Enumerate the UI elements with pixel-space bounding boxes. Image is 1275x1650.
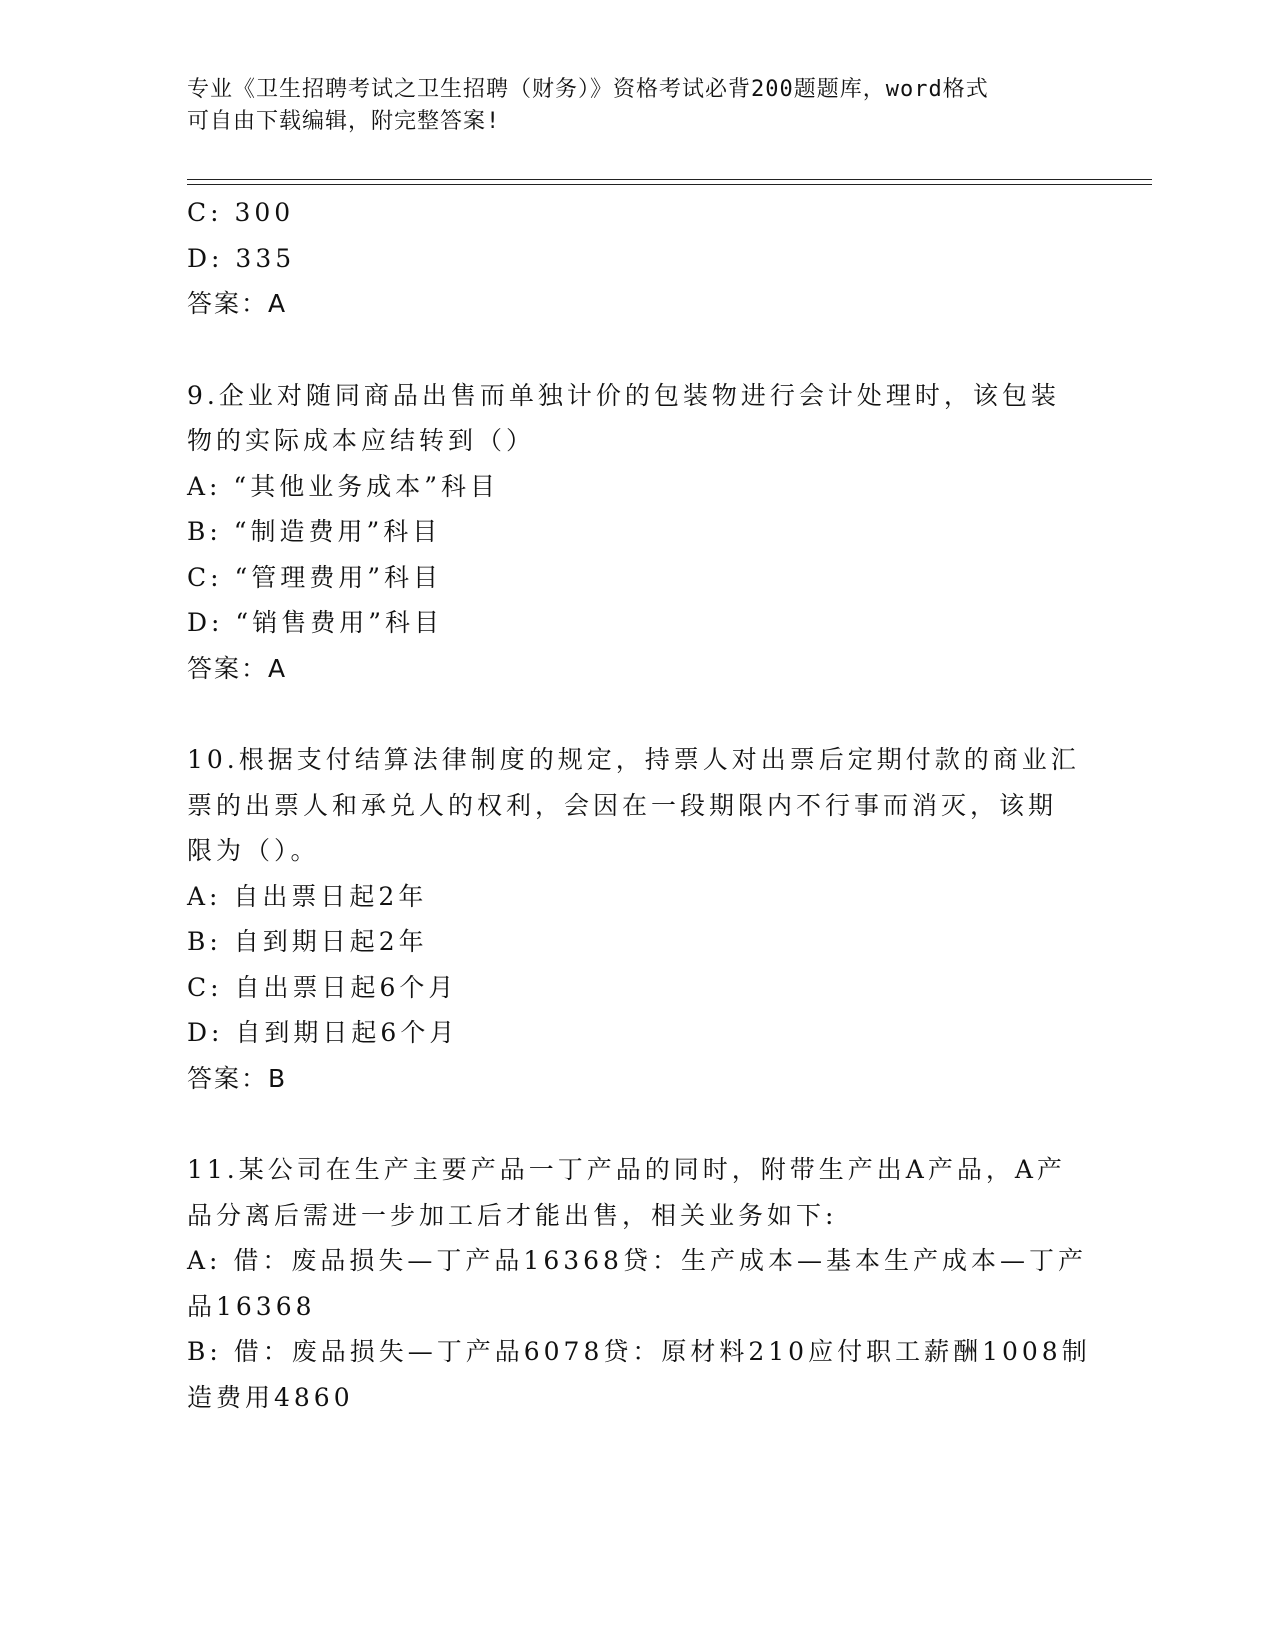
option-b: B: 借：废品损失—丁产品6078贷：原材料210应付职工薪酬1008制 (187, 1337, 1091, 1366)
spacer (187, 327, 1087, 373)
option-a: A: “其他业务成本”科目 (187, 471, 499, 501)
option-d: D: 335 (187, 243, 296, 273)
question-9 (187, 373, 1087, 692)
option-b: B: 自到期日起2年 (187, 927, 428, 956)
option-c: C: “管理费用”科目 (187, 562, 443, 592)
option-c: C: 300 (187, 198, 295, 227)
header-title-line-1: 专业《卫生招聘考试之卫生招聘（财务）》资格考试必背200题题库，word格式 (187, 77, 989, 102)
question-stem: 限为（）。 (187, 836, 320, 865)
page-header (187, 74, 1067, 138)
question-stem: 10.根据支付结算法律制度的规定，持票人对出票后定期付款的商业汇 (187, 745, 1080, 774)
question-stem: 物的实际成本应结转到（） (187, 426, 536, 455)
option-c: C: 自出票日起6个月 (187, 972, 458, 1002)
option-a: A: 自出票日起2年 (187, 881, 428, 911)
spacer (187, 1101, 1087, 1147)
answer-label: 答案：A (187, 653, 288, 683)
answer-label: 答案：B (187, 1063, 288, 1093)
question-content (187, 190, 1091, 1420)
header-title-line-2: 可自由下载编辑，附完整答案! (187, 109, 501, 134)
option-d: D: 自到期日起6个月 (187, 1018, 459, 1047)
question-stem: 9.企业对随同商品出售而单独计价的包装物进行会计处理时，该包装 (187, 380, 1060, 410)
header-divider-bottom (187, 184, 1152, 185)
question-10 (187, 737, 1087, 1101)
option-b: B: “制造费用”科目 (187, 517, 442, 546)
option-a-continuation: 品16368 (187, 1291, 316, 1321)
option-a: A: 借：废品损失—丁产品16368贷：生产成本—基本生产成本—丁产 (187, 1246, 1087, 1275)
question-stem: 品分离后需进一步加工后才能出售，相关业务如下: (187, 1200, 838, 1230)
header-divider-top (187, 179, 1152, 180)
question-stem: 11.某公司在生产主要产品一丁产品的同时，附带生产出A产品，A产 (187, 1155, 1066, 1184)
answer-label: 答案：A (187, 289, 288, 318)
question-8-tail (187, 190, 1087, 327)
question-11 (187, 1147, 1091, 1420)
question-stem: 票的出票人和承兑人的权利，会因在一段期限内不行事而消灭，该期 (187, 790, 1058, 820)
option-d: D: “销售费用”科目 (187, 608, 443, 637)
spacer (187, 691, 1087, 737)
option-b-continuation: 造费用4860 (187, 1382, 354, 1412)
